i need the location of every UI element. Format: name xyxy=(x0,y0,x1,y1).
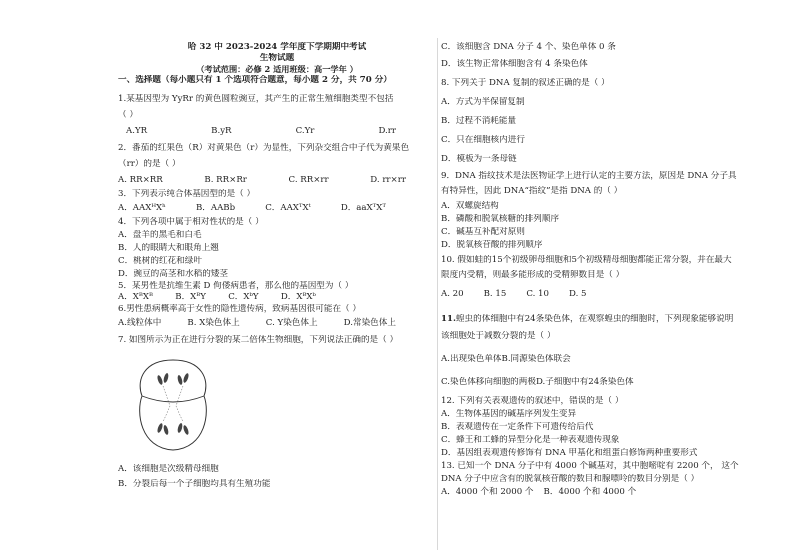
q12-option-b[interactable]: B．表观遗传在一定条件下可遗传给后代 xyxy=(441,422,594,432)
q1-option-b[interactable]: B.yR xyxy=(211,126,232,136)
q11-options-ab[interactable]: A.出现染色单体B.同源染色体联会 xyxy=(441,354,571,364)
q2-options xyxy=(118,175,436,186)
q12-option-d[interactable]: D．基因组表观遗传修饰有 DNA 甲基化和组蛋白修饰两种重要形式 xyxy=(441,448,698,458)
q2-stem-line1: 2．番茄的红果色（R）对黄果色（r）为显性，下列杂交组合中子代为黄果色 xyxy=(118,143,410,153)
q6-option-d[interactable]: D.常染色体上 xyxy=(343,318,396,328)
q7-option-d[interactable]: D．该生物正常体细胞含有 4 条染色体 xyxy=(441,59,588,69)
q13-options xyxy=(441,487,781,498)
q13-option-a[interactable]: A．4000 个和 2000 个 xyxy=(441,487,534,497)
q3-options xyxy=(118,203,436,214)
exam-title: 哈 32 中 2023-2024 学年度下学期期中考试 xyxy=(187,42,367,52)
q4-option-d[interactable]: D．豌豆的高茎和水稻的矮茎 xyxy=(118,269,229,279)
q2-option-b[interactable]: B. RR×Rr xyxy=(204,175,247,185)
q5-option-d[interactable]: D．XᴮXᵇ xyxy=(280,292,316,302)
q9-stem-line2: 有特异性，因此 DNA“指纹”是指 DNA 的（ ） xyxy=(441,186,623,196)
q8-option-a[interactable]: A．方式为半保留复制 xyxy=(441,97,525,107)
q7-option-b[interactable]: B．分裂后每一个子细胞均具有生殖功能 xyxy=(118,479,271,489)
q6-stem: 6.男性患病概率高于女性的隐性遗传病，致病基因很可能在（ ） xyxy=(118,304,361,314)
q2-option-a[interactable]: A. RR×RR xyxy=(118,175,163,185)
q2-option-d[interactable]: D. rr×rr xyxy=(370,175,406,185)
q4-option-c[interactable]: C．桃树的红花和绿叶 xyxy=(118,256,202,266)
q11-stem-line1 xyxy=(441,314,781,325)
q8-option-d[interactable]: D．模板为一条母链 xyxy=(441,154,517,164)
q11-number: 11. xyxy=(441,314,456,324)
q11-stem-text: 蝗虫的体细胞中有24条染色体，在观察蝗虫的细胞时，下列现象能够说明 xyxy=(455,314,734,324)
q10-stem-line2: 限度内受精，则最多能形成的受精卵数目是（ ） xyxy=(441,270,625,280)
q4-option-a[interactable]: A．盘羊的黑毛和白毛 xyxy=(118,230,202,240)
q2-option-c[interactable]: C. RR×rr xyxy=(288,175,329,185)
q3-stem: 3．下列表示纯合体基因型的是（ ） xyxy=(118,189,256,199)
q3-option-c[interactable]: C．AAXᵀXᵗ xyxy=(265,203,311,213)
q8-option-b[interactable]: B．过程不消耗能量 xyxy=(441,116,517,126)
column-divider xyxy=(437,38,438,550)
q1-options xyxy=(118,126,436,137)
q9-option-c[interactable]: C．碱基互补配对原则 xyxy=(441,227,525,237)
q3-option-d[interactable]: D．aaXᵀXᵀ xyxy=(340,203,386,213)
cell-division-figure xyxy=(132,350,214,458)
q6-option-c[interactable]: C. Y染色体上 xyxy=(265,318,318,328)
q8-option-c[interactable]: C．只在细胞核内进行 xyxy=(441,135,525,145)
left-column xyxy=(118,38,436,490)
q13-stem-line2: DNA 分子中应含有的脱氧核苷酸的数目和腺嘌呤的数目分别是（ ） xyxy=(441,474,700,484)
q11-options-cd[interactable]: C.染色体移向细胞的两极D.子细胞中有24条染色体 xyxy=(441,377,634,387)
q3-option-a[interactable]: A．AAXᴴXʰ xyxy=(118,203,166,213)
q12-stem: 12. 下列有关表观遗传的叙述中，错误的是（ ） xyxy=(441,396,624,406)
q10-option-b[interactable]: B. 15 xyxy=(483,289,507,299)
q5-stem: 5．某男性是抗维生素 D 佝偻病患者，那么他的基因型为（ ） xyxy=(118,281,354,291)
q2-stem-line2: （rr）的是（ ） xyxy=(118,159,181,169)
q10-options xyxy=(441,289,781,300)
q4-option-b[interactable]: B．人的眼睛大和眼角上翘 xyxy=(118,243,219,253)
q1-option-d[interactable]: D.rr xyxy=(378,126,396,136)
q1-blank: （ ） xyxy=(118,110,138,120)
q9-option-d[interactable]: D．脱氧核苷酸的排列顺序 xyxy=(441,240,543,250)
q11-stem-line2: 该细胞处于减数分裂的是（ ） xyxy=(441,331,556,341)
q5-options xyxy=(118,292,436,303)
q13-stem-line1: 13. 已知一个 DNA 分子中有 4000 个碱基对，其中胞嘧啶有 2200 个， 这个 xyxy=(441,461,739,471)
q9-option-a[interactable]: A．双螺旋结构 xyxy=(441,201,499,211)
q12-option-a[interactable]: A．生物体基因的碱基序列发生变异 xyxy=(441,409,577,419)
q10-option-c[interactable]: C. 10 xyxy=(526,289,549,299)
q6-options xyxy=(118,318,436,329)
exam-scope: （考试范围：必修 2 适用班级：高一学年 ） xyxy=(196,64,358,74)
q10-option-a[interactable]: A. 20 xyxy=(441,289,464,299)
q13-option-b[interactable]: B．4000 个和 4000 个 xyxy=(543,487,637,497)
q1-stem: 1.某基因型为 YyRr 的黄色圆粒豌豆，其产生的正常生殖细胞类型不包括 xyxy=(118,94,394,104)
q1-option-a[interactable]: A.YR xyxy=(126,126,148,136)
q3-option-b[interactable]: B．AABb xyxy=(195,203,236,213)
q7-option-a[interactable]: A．该细胞是次级精母细胞 xyxy=(118,464,219,474)
section-heading: 一、选择题（每小题只有 1 个选项符合题意，每小题 2 分，共 70 分） xyxy=(118,75,392,85)
q10-option-d[interactable]: D. 5 xyxy=(569,289,587,299)
q10-stem-line1: 10. 假如蛙的15个初级卵母细胞和5个初级精母细胞都能正常分裂，并在最大 xyxy=(441,255,732,265)
q8-stem: 8. 下列关于 DNA 复制的叙述正确的是（ ） xyxy=(441,78,610,88)
q5-option-b[interactable]: B．XᴮY xyxy=(175,292,206,302)
q6-option-a[interactable]: A.线粒体中 xyxy=(118,318,162,328)
right-column xyxy=(441,38,781,498)
q4-stem: 4．下列各项中属于相对性状的是（ ） xyxy=(118,217,264,227)
q6-option-b[interactable]: B. X染色体上 xyxy=(187,318,240,328)
q5-option-a[interactable]: A．XᴮXᴮ xyxy=(118,292,153,302)
exam-subject: 生物试题 xyxy=(259,53,295,63)
q1-option-c[interactable]: C.Yr xyxy=(295,126,315,136)
q12-option-c[interactable]: C．蜂王和工蜂的异型分化是一种表观遗传现象 xyxy=(441,435,620,445)
q5-option-c[interactable]: C．XᵇY xyxy=(228,292,259,302)
q7-stem: 7. 如图所示为正在进行分裂的某二倍体生物细胞，下列说法正确的是（ ） xyxy=(118,335,399,345)
q7-option-c[interactable]: C．该细胞含 DNA 分子 4 个、染色单体 0 条 xyxy=(441,42,616,52)
q9-option-b[interactable]: B．磷酸和脱氧核糖的排列顺序 xyxy=(441,214,560,224)
q9-stem-line1: 9．DNA 指纹技术是法医物证学上进行认定的主要方法，原因是 DNA 分子具 xyxy=(441,171,737,181)
